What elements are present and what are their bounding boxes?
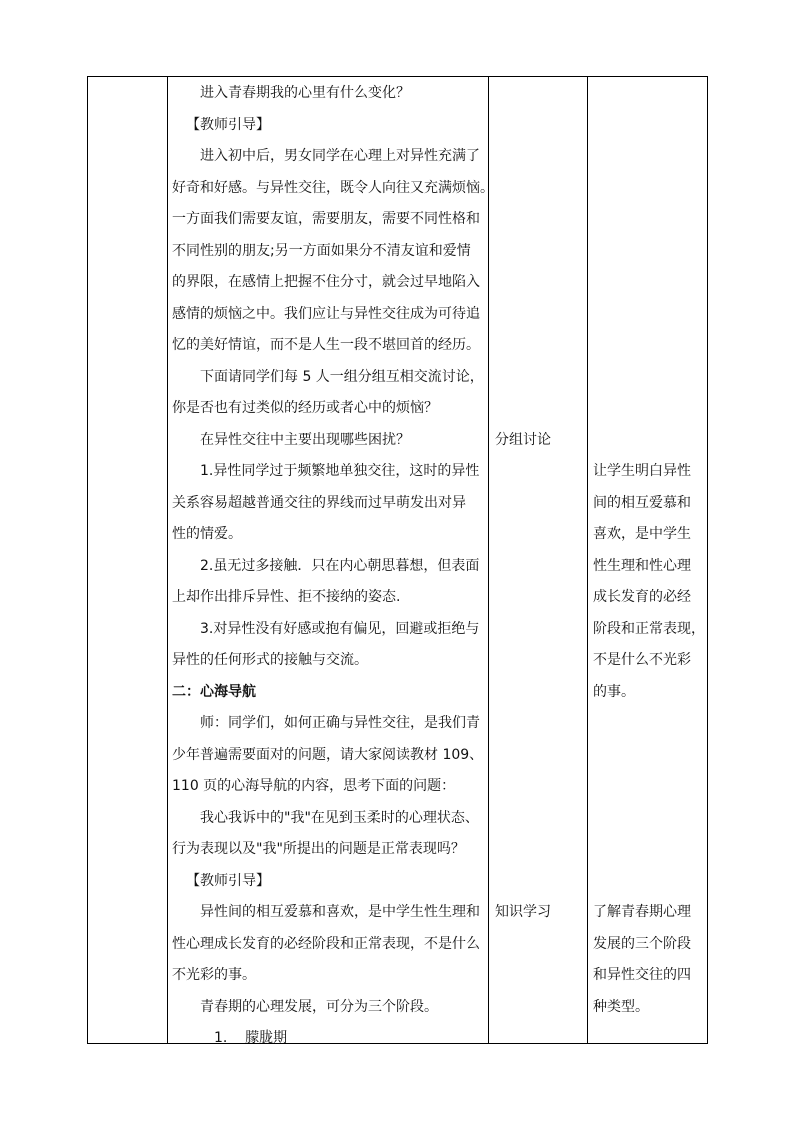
body-text-line: 进入青春期我的心里有什么变化？ <box>200 85 410 101</box>
body-text-line: 1. 朦胧期 <box>214 1030 288 1046</box>
body-text-line: 异性间的相互爱慕和喜欢，是中学生性生理和 <box>200 904 480 920</box>
empty-label-cell <box>88 77 168 1044</box>
design-intent-line: 阶段和正常表现， <box>593 620 705 637</box>
activity-label: 分组讨论 <box>495 431 551 448</box>
body-text-line: 在异性交往中主要出现哪些困扰？ <box>200 431 410 448</box>
body-text-line: 忆的美好情谊，而不是人生一段不堪回首的经历。 <box>172 337 480 353</box>
body-text-line: 感情的烦恼之中。我们应让与异性交往成为可待追 <box>172 305 480 322</box>
body-text-line: 110 页的心海导航的内容，思考下面的问题： <box>172 778 456 794</box>
body-text-line: 2.虽无过多接触．只在内心朝思暮想，但表面 <box>200 557 480 574</box>
body-text-line: 【教师引导】 <box>186 116 270 133</box>
design-intent-line: 了解青春期心理 <box>593 904 691 920</box>
design-intent-line: 和异性交往的四 <box>593 967 691 983</box>
body-text-line: 师：同学们，如何正确与异性交往，是我们青 <box>200 715 480 731</box>
design-intent-line: 性生理和性心理 <box>593 557 691 574</box>
body-text-line: 性心理成长发育的必经阶段和正常表现，不是什么 <box>172 935 480 952</box>
body-text-line: 少年普遍需要面对的问题，请大家阅读教材 109、 <box>172 746 484 763</box>
student-activity-cell <box>489 77 588 1044</box>
design-intent-line: 不是什么不光彩 <box>593 652 691 668</box>
body-text-line: 好奇和好感。与异性交往，既令人向往又充满烦恼。 <box>172 179 494 196</box>
body-text-line: 你是否也有过类似的经历或者心中的烦恼？ <box>172 400 438 416</box>
body-text-line: 的界限，在感情上把握不住分寸，就会过早地陷入 <box>172 274 480 290</box>
design-intent-line: 种类型。 <box>593 998 649 1015</box>
body-text-line: 下面请同学们每 5 人一组分组互相交流讨论， <box>200 368 484 385</box>
body-text-line: 【教师引导】 <box>186 872 270 889</box>
body-text-line: 不同性别的朋友;另一方面如果分不清友谊和爱情 <box>172 242 471 259</box>
body-text-line: 3.对异性没有好感或抱有偏见，回避或拒绝与 <box>200 620 480 637</box>
section-heading: 二：心海导航 <box>172 683 256 700</box>
body-text-line: 异性的任何形式的接触与交流。 <box>172 652 368 668</box>
teaching-process-cell <box>168 77 494 1046</box>
design-intent-line: 让学生明白异性 <box>593 463 691 479</box>
body-text-line: 青春期的心理发展，可分为三个阶段。 <box>200 998 438 1015</box>
body-text-line: 性的情爱。 <box>172 526 242 542</box>
activity-label: 知识学习 <box>495 904 551 920</box>
body-text-line: 上却作出排斥异性、拒不接纳的姿态. <box>172 589 401 605</box>
design-intent-line: 发展的三个阶段 <box>593 935 691 952</box>
lesson-plan-table <box>87 76 708 1044</box>
design-intent-line: 喜欢，是中学生 <box>593 526 691 542</box>
design-intent-line: 成长发育的必经 <box>593 589 691 605</box>
body-text-line: 行为表现以及"我"所提出的问题是正常表现吗？ <box>172 841 465 857</box>
body-text-line: 不光彩的事。 <box>172 967 256 983</box>
design-intent-line: 间的相互爱慕和 <box>593 494 691 511</box>
table-row <box>88 77 708 1044</box>
body-text-line: 关系容易超越普通交往的界线而过早萌发出对异 <box>172 494 466 511</box>
body-text-line: 我心我诉中的"我"在见到玉柔时的心理状态、 <box>200 809 479 826</box>
body-text-line: 1.异性同学过于频繁地单独交往，这时的异性 <box>200 463 480 479</box>
design-intent-line: 的事。 <box>593 683 635 700</box>
body-text-line: 一方面我们需要友谊，需要朋友，需要不同性格和 <box>172 211 480 227</box>
design-intent-cell <box>588 77 708 1044</box>
body-text-line: 进入初中后，男女同学在心理上对异性充满了 <box>200 148 480 164</box>
